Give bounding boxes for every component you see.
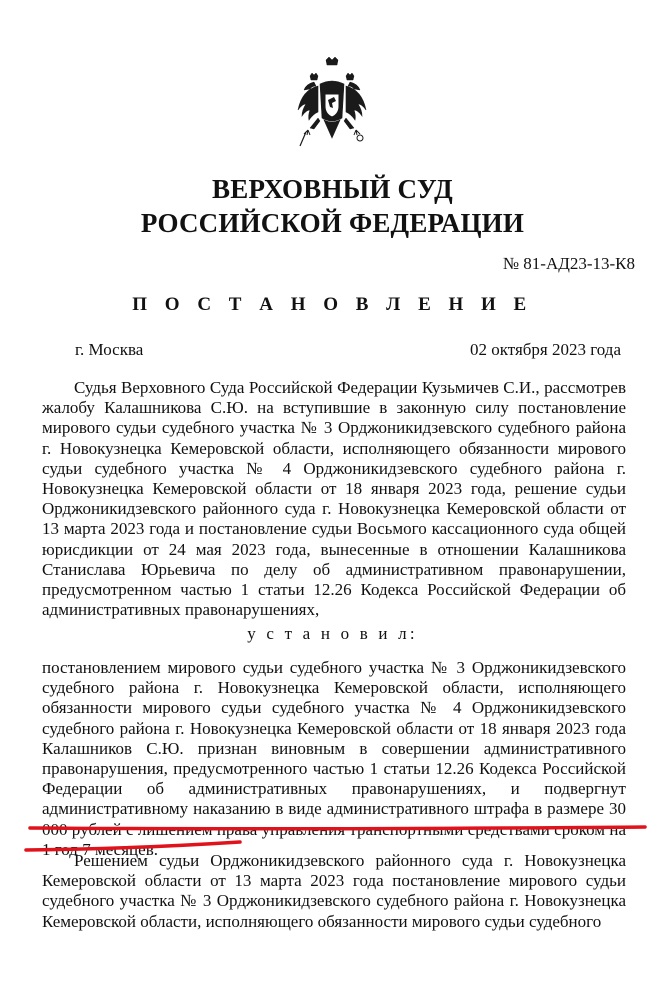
document-date: 02 октября 2023 года — [469, 340, 621, 359]
intro-paragraph: Судья Верховного Суда Российской Федерации Кузьмичев С.И., рассмотрев жалобу Калашникова С.Ю. на вступившие в законную силу постановление мирового судьи судебного участка № 3 Орджоникидзевского судебного района г. Новокузнецка Кемеровской области, исполняющего обязанности мирового судьи судебного участка № 4 Орджоникидзевского судебного района г. Новокузнецка Кемеровской области от 18 января 2023 года, решение судьи Орджоникидзевского районного суда г. Новокузнецка Кемеровской области от 13 марта 2023 года и постановление судьи Восьмого кассационного суда общей юрисдикции от 24 мая 2023 года, вынесенные в отношении Калашникова Станислава Юрьевича по делу об административном правонарушении, предусмотренном частью 1 статьи 12.26 Кодекса Российской Федерации об административных правонарушениях, — [42, 378, 626, 620]
court-name-line1: ВЕРХОВНЫЙ СУД — [212, 174, 453, 204]
decision-paragraph: Решением судьи Орджоникидзевского районного суда г. Новокузнецка Кемеровской области от 13 марта 2023 года постановление мирового судьи судебного участка № 3 Орджоникидзевского судебного района г. Новокузнецка Кемеровской области, исполняющего обязанности мирового судьи судебного — [42, 851, 626, 931]
ruling-paragraph: постановлением мирового судьи судебного участка № 3 Орджоникидзевского судебного района г. Новокузнецка Кемеровской области, исполняющего обязанности мирового судьи судебного участка № 4 Орджоникидзевского судебного района г. Новокузнецка Кемеровской области от 18 января 2023 года Калашников С.Ю. признан виновным в совершении административного правонарушения, предусмотренного частью 1 статьи 12.26 Кодекса Российской Федерации об административных правонарушениях, и подвергнут административному наказанию в виде административного штрафа в размере 30 000 рублей с лишением права управления транспортными средствами сроком на 1 год 7 месяцев. — [42, 658, 626, 859]
document-type-heading: П О С Т А Н О В Л Е Н И Е — [132, 294, 533, 315]
court-name-line2: РОССИЙСКОЙ ФЕДЕРАЦИИ — [140, 208, 525, 238]
russian-double-headed-eagle-icon — [296, 56, 368, 152]
established-heading: у с т а н о в и л: — [247, 624, 418, 643]
city: г. Москва — [75, 340, 144, 359]
case-number: № 81-АД23-13-К8 — [502, 254, 635, 273]
